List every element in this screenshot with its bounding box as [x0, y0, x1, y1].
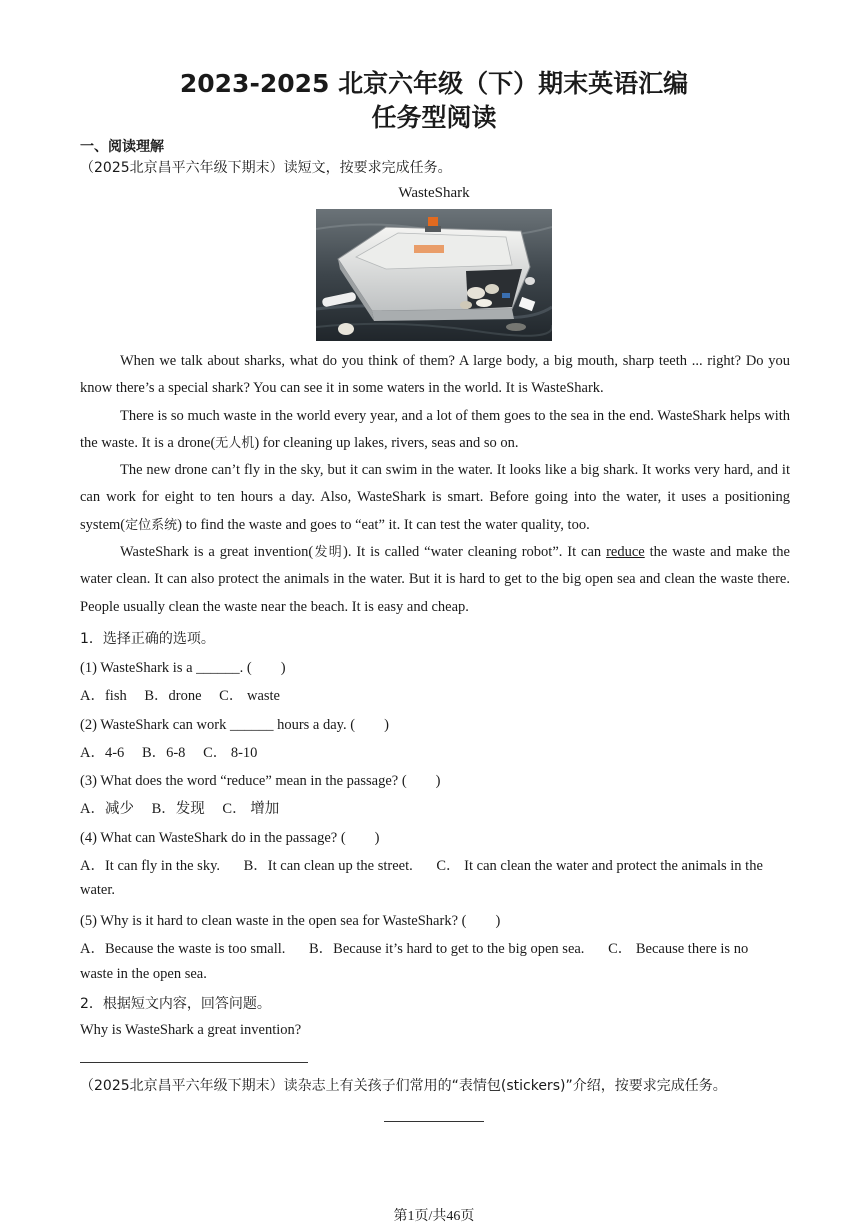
document-subtitle: 任务型阅读 [371, 103, 497, 132]
document-title: 2023-2025 北京六年级（下）期末英语汇编 [179, 69, 689, 98]
option-b: B．drone [144, 688, 202, 704]
section-heading: 一、阅读理解 [80, 139, 164, 155]
question-4-options [80, 854, 790, 875]
task1-heading: 1．选择正确的选项。 [80, 631, 215, 647]
passage-body [80, 348, 790, 621]
question-3-options [80, 797, 279, 818]
option-c-continuation: water. [80, 882, 116, 898]
option-c-continuation: waste in the open sea. [80, 966, 207, 982]
option-a: A．减少 [80, 801, 134, 817]
divider [384, 1121, 484, 1122]
underlined-word: reduce [606, 544, 645, 561]
wasteshark-photo [316, 209, 552, 341]
question-5-options [80, 937, 790, 958]
option-b: B．6-8 [141, 745, 186, 761]
paragraph-4: WasteShark is a great invention(发明). It is called “water cleaning robot”. It can reduce the waste and make the water clean. It can also protect the animals in the water. But it is hard to get to the big open sea and clean the waste there. People usually clean the waste near the beach. It is easy and cheap. [80, 544, 790, 615]
question-2-options [80, 741, 257, 762]
page-number: 第1页/共46页 [393, 1209, 475, 1224]
option-a: A．Because the waste is too small. [80, 941, 286, 957]
option-b: B．It can clean up the street. [243, 858, 413, 874]
task2-heading: 2．根据短文内容，回答问题。 [80, 996, 271, 1012]
option-c: C． waste [219, 688, 280, 704]
question-5: (5) Why is it hard to clean waste in the open sea for WasteShark? ( ) [80, 913, 501, 929]
option-b: B．Because it’s hard to get to the big open sea. [309, 941, 585, 957]
option-a: A．4-6 [80, 745, 125, 761]
option-c: C． 8-10 [203, 745, 258, 761]
answer-line [80, 1062, 308, 1063]
option-a: A．It can fly in the sky. [80, 858, 221, 874]
passage-title: WasteShark [398, 185, 470, 201]
task2-question: Why is WasteShark a great invention? [80, 1022, 302, 1038]
source-note: （2025北京昌平六年级下期末）读短文，按要求完成任务。 [80, 160, 452, 176]
paragraph-2: There is so much waste in the world every year, and a lot of them goes to the sea in the end. WasteShark helps with the waste. It is a drone(无人机) for cleaning up lakes, rivers, seas and so on. [80, 407, 790, 451]
question-2: (2) WasteShark can work ______ hours a day. ( ) [80, 717, 389, 733]
option-c: C． It can clean the water and protect the animals in the [436, 858, 763, 874]
option-b: B．发现 [151, 801, 205, 817]
question-1-options [80, 684, 280, 705]
question-4: (4) What can WasteShark do in the passage? ( ) [80, 830, 380, 846]
question-1: (1) WasteShark is a ______. ( ) [80, 660, 286, 676]
option-a: A．fish [80, 688, 127, 704]
paragraph-3: The new drone can’t fly in the sky, but it can swim in the water. It looks like a big shark. It works very hard, and it can work for eight to ten hours a day. Also, WasteShark is smart. Before going into the water, it uses a positioning system(定位系统) to find the waste and goes to “eat” it. It can test the water quality, too. [80, 462, 790, 533]
option-c: C． Because there is no [608, 941, 749, 957]
option-c: C． 增加 [222, 801, 280, 817]
source-note-2: （2025北京昌平六年级下期末）读杂志上有关孩子们常用的“表情包(stickers)”介绍，按要求完成任务。 [80, 1078, 727, 1094]
question-3: (3) What does the word “reduce” mean in the passage? ( ) [80, 773, 441, 789]
paragraph-1: When we talk about sharks, what do you think of them? A large body, a big mouth, sharp teeth ... right? Do you know there’s a special shark? You can see it in some waters in the world. It is WasteShark. [80, 353, 790, 397]
